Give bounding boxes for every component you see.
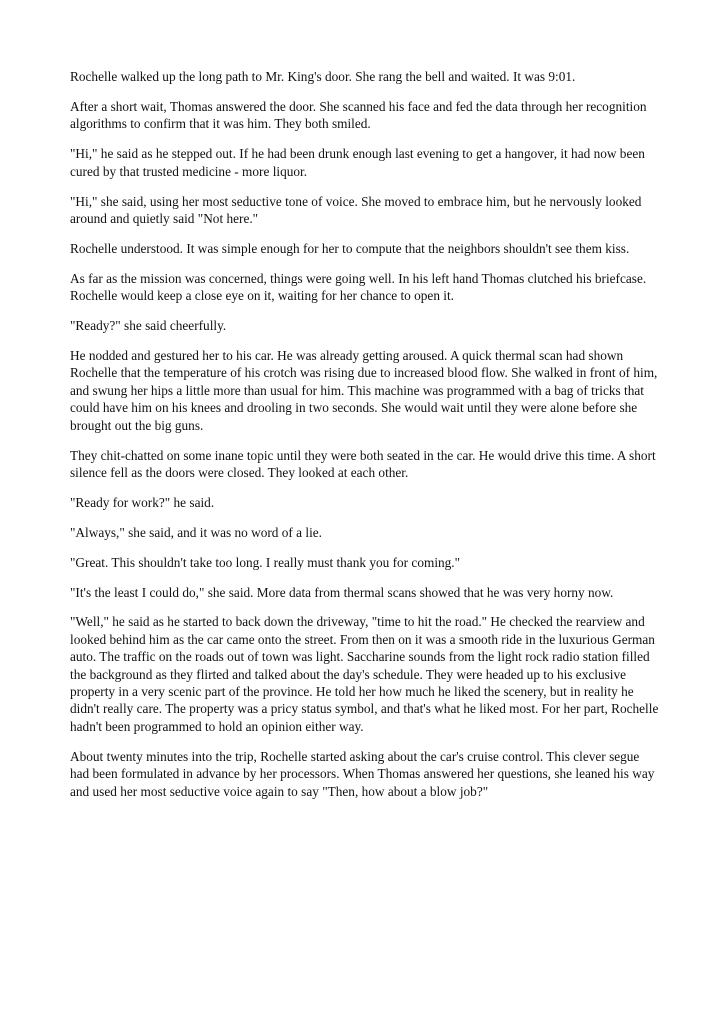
paragraph-7: "Ready?" she said cheerfully. bbox=[70, 318, 227, 334]
paragraph-15: About twenty minutes into the trip, Rochelle started asking about the car's cruise control. This clever segue had been formulated in advance by her processors. When Thomas answered her questions, she leaned his way and used her most seductive voice again to say "Then, how about a blow job?" bbox=[70, 748, 655, 799]
paragraph-3: "Hi," he said as he stepped out. If he had been drunk enough last evening to get a hangover, it had now been cured by that trusted medicine - more liquor. bbox=[70, 146, 645, 179]
paragraph-9: They chit-chatted on some inane topic until they were both seated in the car. He would drive this time. A short silence fell as the doors were closed. They looked at each other. bbox=[70, 447, 656, 480]
paragraph-5: Rochelle understood. It was simple enough for her to compute that the neighbors shouldn't see them kiss. bbox=[70, 240, 630, 256]
paragraph-14: "Well," he said as he started to back down the driveway, "time to hit the road." He checked the rearview and looked behind him as the car came onto the street. From then on it was a smooth ride in the luxurious German auto. The traffic on the roads out of town was light. Saccharine sounds from the light rock radio station filled the background as they flirted and talked about the day's schedule. They were headed up to his exclusive property in a very scenic part of the province. He told her how much he liked the scenery, but in reality he didn't really care. The property was a pricy status symbol, and that's what he liked most. For her part, Rochelle hadn't been programmed to hold an opinion either way. bbox=[70, 614, 659, 734]
paragraph-12: "Great. This shouldn't take too long. I really must thank you for coming." bbox=[70, 554, 461, 570]
paragraph-6: As far as the mission was concerned, things were going well. In his left hand Thomas clutched his briefcase. Rochelle would keep a close eye on it, waiting for her chance to open it. bbox=[70, 270, 647, 304]
paragraph-13: "It's the least I could do," she said. More data from thermal scans showed that he was very horny now. bbox=[70, 584, 614, 600]
paragraph-1: Rochelle walked up the long path to Mr. King's door. She rang the bell and waited. It was 9:01. bbox=[70, 69, 576, 84]
paragraph-10: "Ready for work?" he said. bbox=[70, 494, 215, 510]
paragraph-4: "Hi," she said, using her most seductive tone of voice. She moved to embrace him, but he nervously looked around and quietly said "Not here." bbox=[70, 193, 642, 226]
paragraph-11: "Always," she said, and it was no word of a lie. bbox=[70, 524, 322, 540]
document-page bbox=[70, 68, 660, 813]
paragraph-2: After a short wait, Thomas answered the door. She scanned his face and fed the data through her recognition algorithms to confirm that it was him. They both smiled. bbox=[70, 98, 647, 132]
paragraph-8: He nodded and gestured her to his car. He was already getting aroused. A quick thermal scan had shown Rochelle that the temperature of his crotch was rising due to increased blood flow. She walked in front of him, and swung her hips a little more than usual for him. This machine was programmed with a bag of tricks that could have him on his knees and drooling in two seconds. She would wait until they were alone before she brought out the big guns. bbox=[70, 347, 658, 433]
